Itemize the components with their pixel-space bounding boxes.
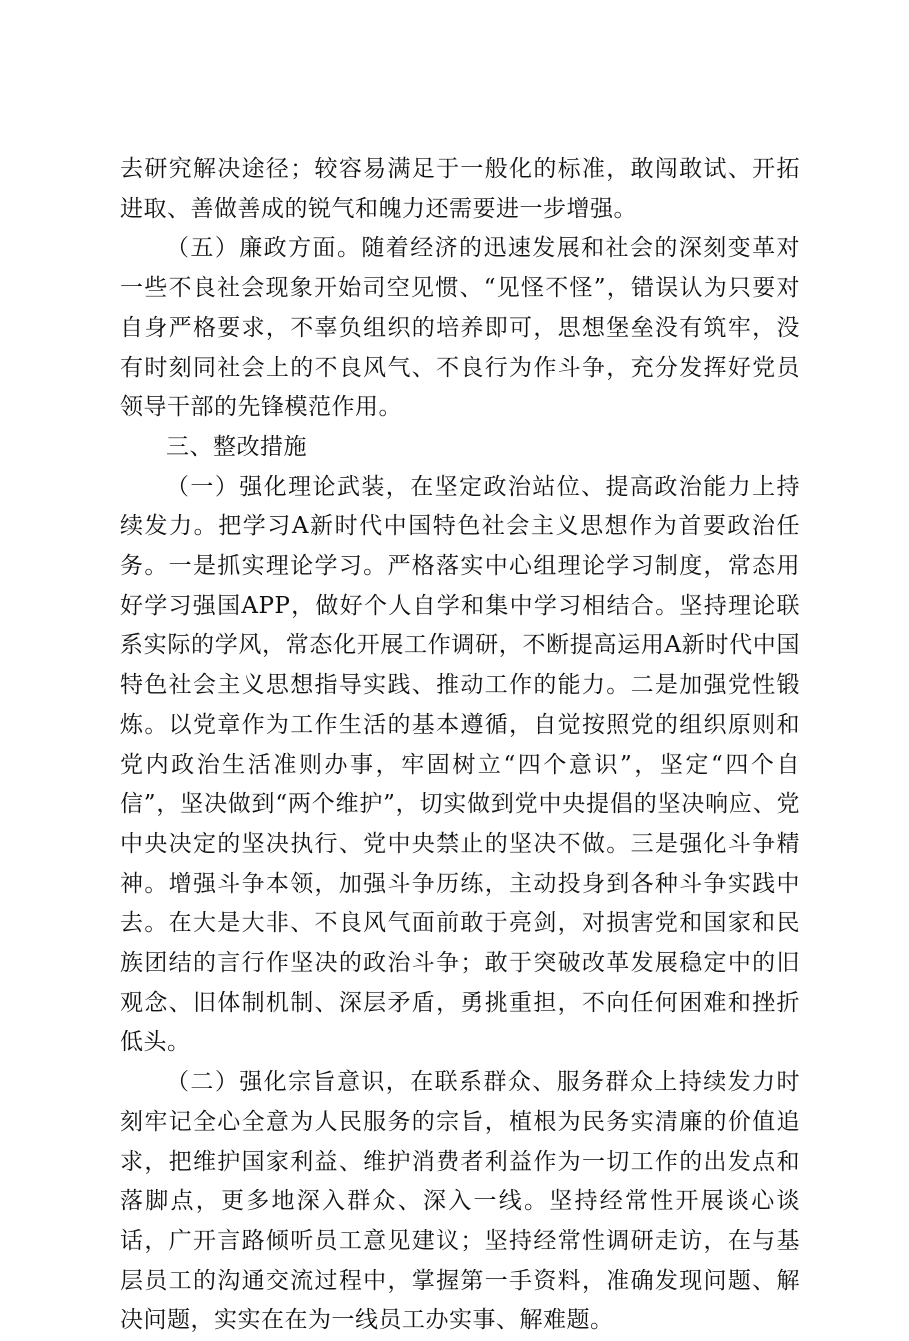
paragraph-purpose: （二）强化宗旨意识，在联系群众、服务群众上持续发力时刻牢记全心全意为人民服务的宗旨，植根为民务实清廉的价值追求，把维护国家利益、维护消费者利益作为一切工作的出发点和落脚点，更多地深入群众、深入一线。坚持经常性开展谈心谈话，广开言路倾听员工意见建议；坚持经常性调研走访，在与基层员工的沟通交流过程中，掌握第一手资料，准确发现问题、解决问题，实实在在为一线员工办实事、解难题。 bbox=[120, 1069, 800, 1334]
document-body bbox=[120, 150, 800, 1341]
paragraph-theory: （一）强化理论武装，在坚定政治站位、提高政治能力上持续发力。把学习A新时代中国特色社会主义思想作为首要政治任务。一是抓实理论学习。严格落实中心组理论学习制度，常态用好学习强国APP，做好个人自学和集中学习相结合。坚持理论联系实际的学风，常态化开展工作调研，不断提高运用A新时代中国特色社会主义思想指导实践、推动工作的能力。二是加强党性锻炼。以党章作为工作生活的基本遵循，自觉按照党的组织原则和党内政治生活准则办事，牢固树立“四个意识”，坚定“四个自信”，坚决做到“两个维护”，切实做到党中央提倡的坚决响应、党中央决定的坚决执行、党中央禁止的坚决不做。三是强化斗争精神。增强斗争本领，加强斗争历练，主动投身到各种斗争实践中去。在大是大非、不良风气面前敢于亮剑，对损害党和国家和民族团结的言行作坚决的政治斗争；敢于突破改革发展稳定中的旧观念、旧体制机制、深层矛盾，勇挑重担，不向任何困难和挫折低头。 bbox=[120, 473, 800, 1056]
paragraph-integrity: （五）廉政方面。随着经济的迅速发展和社会的深刻变革对一些不良社会现象开始司空见惯、“见怪不怪”，错误认为只要对自身严格要求，不辜负组织的培养即可，思想堡垒没有筑牢，没有时刻同社会上的不良风气、不良行为作斗争，充分发挥好党员领导干部的先锋模范作用。 bbox=[120, 235, 800, 421]
paragraph-continued: 去研究解决途径；较容易满足于一般化的标准，敢闯敢试、开拓进取、善做善成的锐气和魄力还需要进一步增强。 bbox=[120, 156, 800, 222]
section-heading-rectification: 三、整改措施 bbox=[166, 433, 307, 460]
